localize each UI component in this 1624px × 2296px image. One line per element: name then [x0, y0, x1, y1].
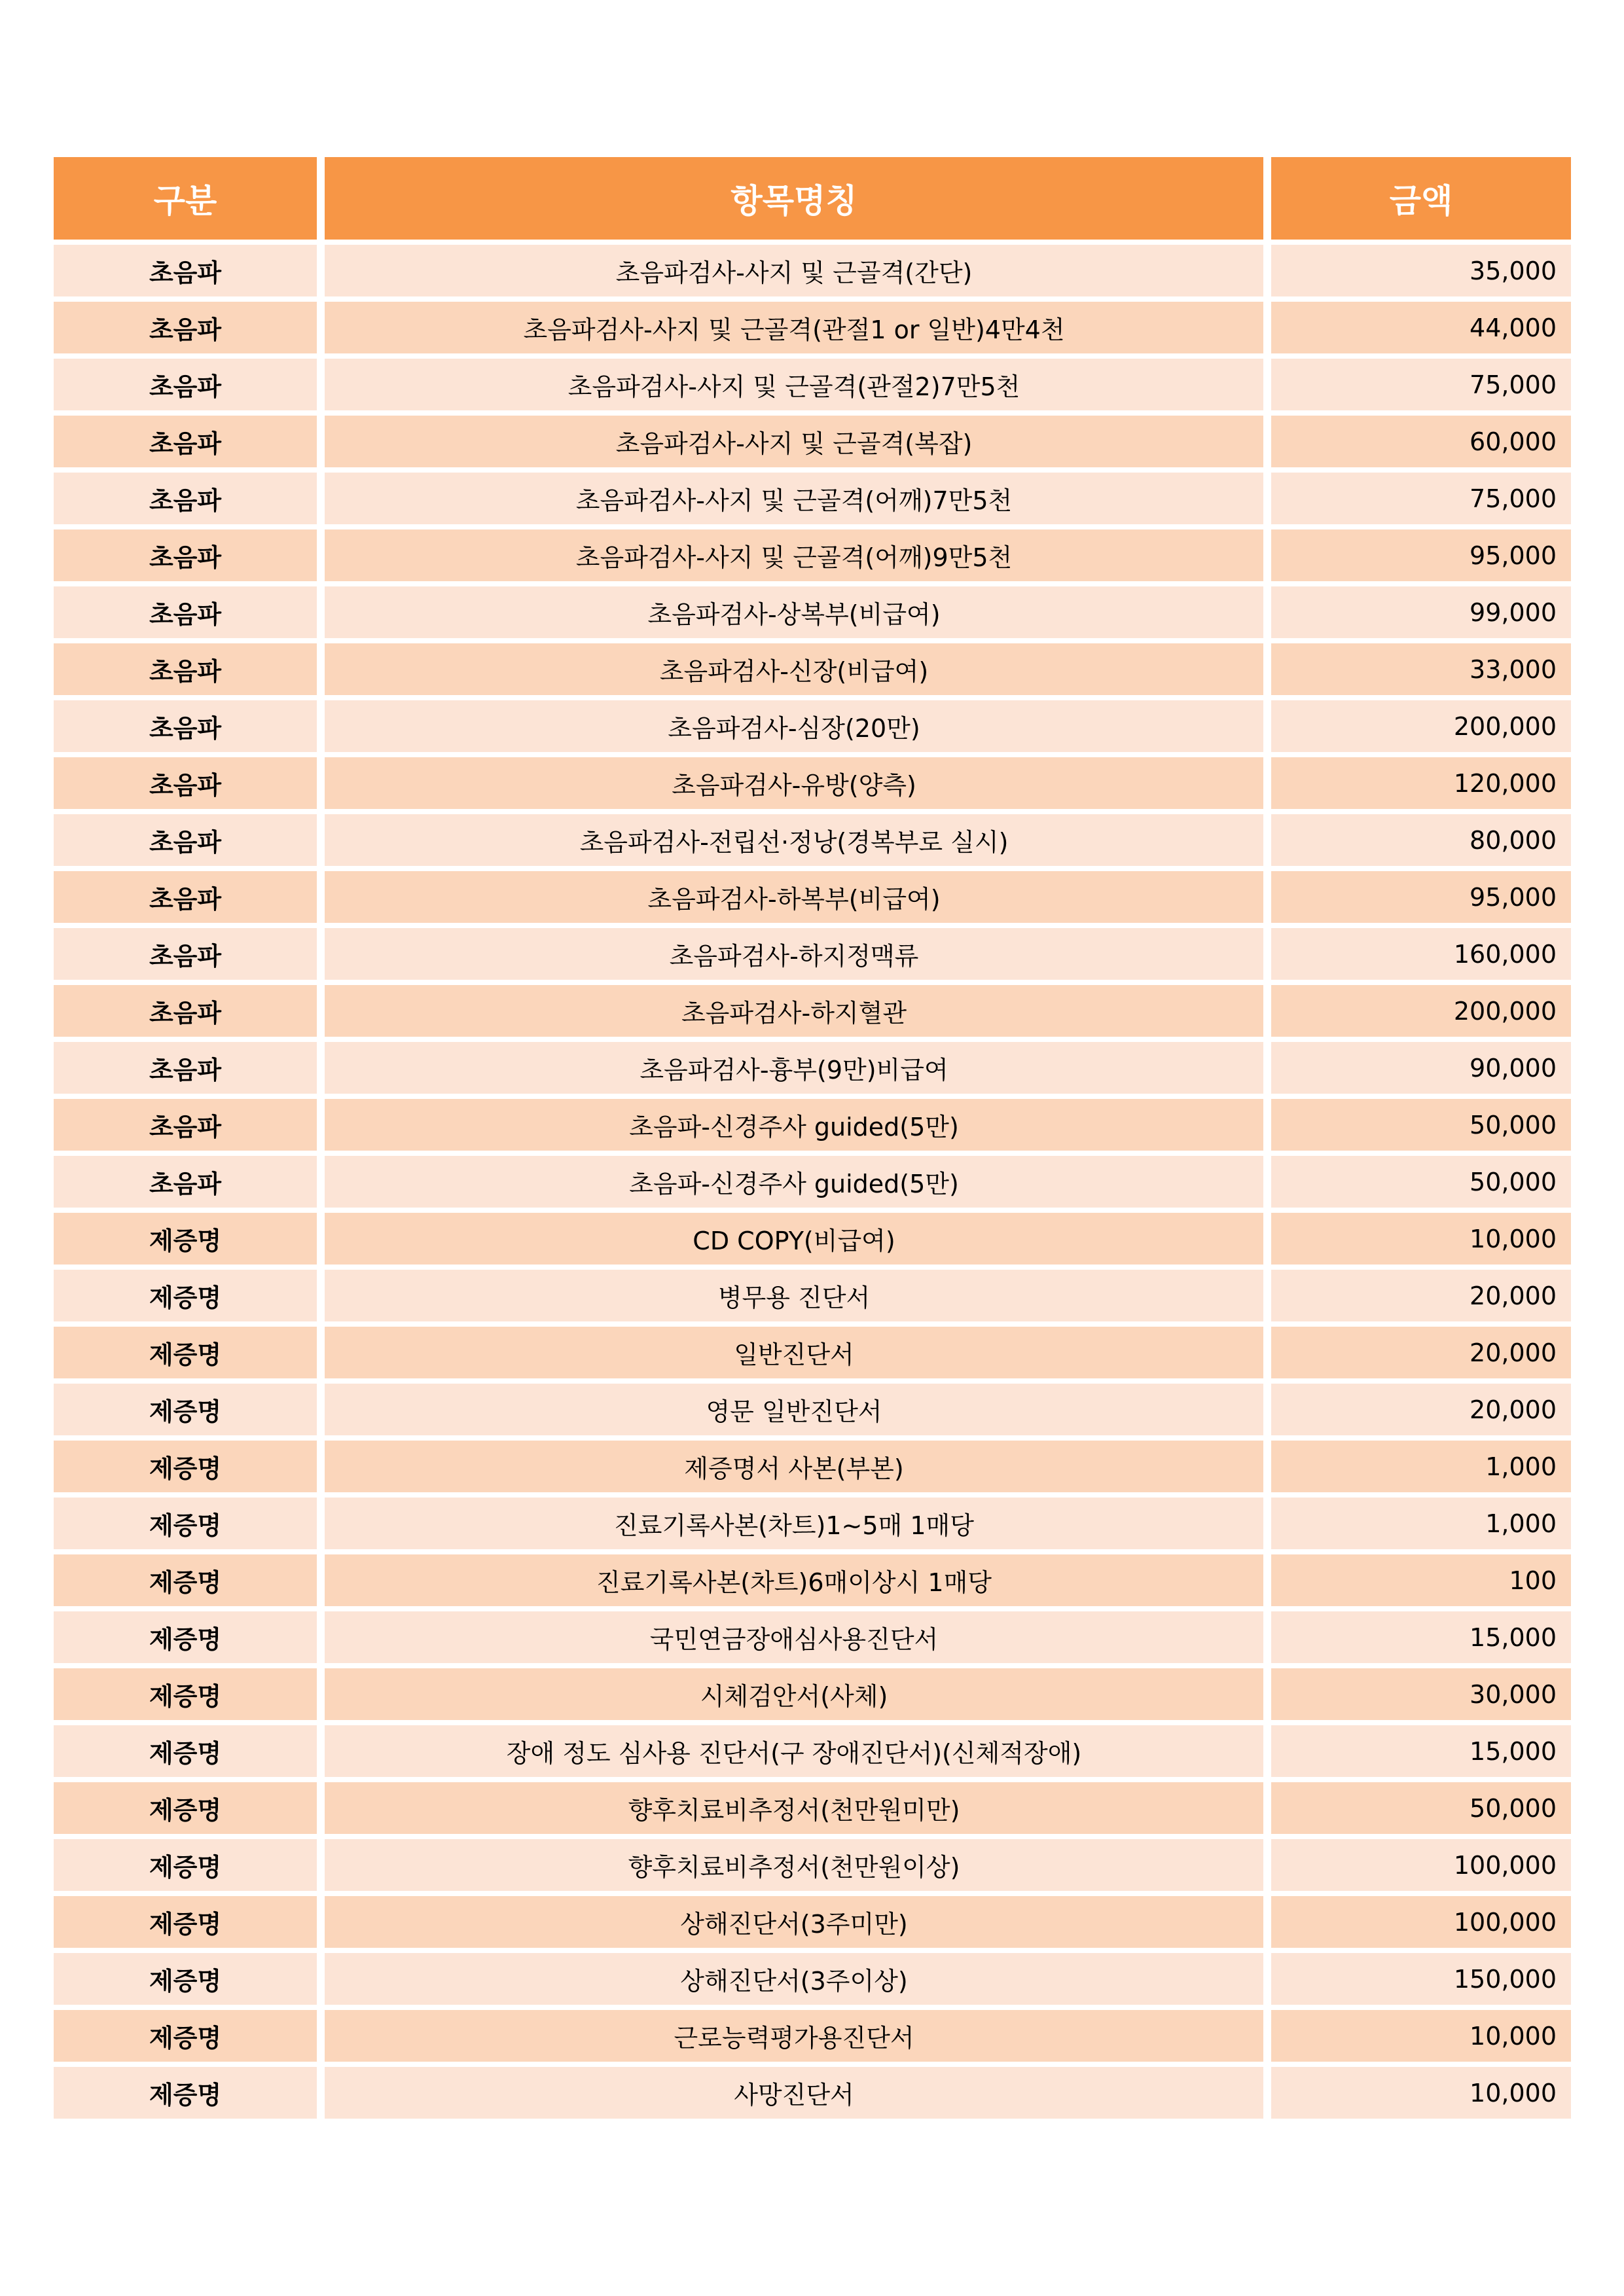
item-name-cell: 초음파검사-심장(20만): [317, 700, 1263, 752]
table-row: [54, 416, 1571, 467]
table-row: [54, 1554, 1571, 1606]
item-name-cell: 초음파검사-사지 및 근골격(어깨)9만5천: [317, 529, 1263, 581]
item-name-cell: 초음파검사-사지 및 근골격(복잡): [317, 416, 1263, 467]
fee-table: [54, 152, 1571, 2124]
amount-cell: 1,000: [1263, 1498, 1571, 1549]
category-cell: 초음파: [54, 473, 317, 524]
item-name-cell: 초음파검사-사지 및 근골격(어깨)7만5천: [317, 473, 1263, 524]
table-row: [54, 1725, 1571, 1777]
table-row: [54, 1953, 1571, 2005]
table-row: [54, 1896, 1571, 1948]
amount-cell: 90,000: [1263, 1042, 1571, 1094]
category-cell: 제증명: [54, 1668, 317, 1720]
category-cell: 제증명: [54, 1498, 317, 1549]
item-name-cell: 초음파검사-유방(양측): [317, 757, 1263, 809]
amount-cell: 15,000: [1263, 1725, 1571, 1777]
category-cell: 초음파: [54, 700, 317, 752]
category-cell: 초음파: [54, 302, 317, 353]
table-row: [54, 1099, 1571, 1151]
amount-cell: 200,000: [1263, 985, 1571, 1037]
amount-cell: 44,000: [1263, 302, 1571, 353]
item-name-cell: 근로능력평가용진단서: [317, 2010, 1263, 2062]
amount-cell: 10,000: [1263, 1213, 1571, 1265]
category-cell: 제증명: [54, 1213, 317, 1265]
category-cell: 초음파: [54, 757, 317, 809]
item-name-cell: 초음파검사-하지혈관: [317, 985, 1263, 1037]
item-name-cell: 병무용 진단서: [317, 1270, 1263, 1321]
item-name-cell: 영문 일반진단서: [317, 1384, 1263, 1435]
item-name-cell: 초음파검사-사지 및 근골격(관절2)7만5천: [317, 359, 1263, 410]
item-name-cell: 국민연금장애심사용진단서: [317, 1611, 1263, 1663]
table-row: [54, 757, 1571, 809]
table-row: [54, 1498, 1571, 1549]
category-cell: 제증명: [54, 2067, 317, 2119]
category-cell: 초음파: [54, 359, 317, 410]
category-cell: 제증명: [54, 1554, 317, 1606]
amount-cell: 10,000: [1263, 2067, 1571, 2119]
amount-cell: 150,000: [1263, 1953, 1571, 2005]
item-name-cell: 향후치료비추정서(천만원이상): [317, 1839, 1263, 1891]
amount-cell: 100,000: [1263, 1896, 1571, 1948]
amount-cell: 50,000: [1263, 1782, 1571, 1834]
header-row: [54, 157, 1571, 240]
table-row: [54, 2067, 1571, 2119]
table-row: [54, 245, 1571, 296]
table-row: [54, 1384, 1571, 1435]
category-cell: 제증명: [54, 1611, 317, 1663]
amount-cell: 100: [1263, 1554, 1571, 1606]
item-name-cell: 초음파검사-전립선·정낭(경복부로 실시): [317, 814, 1263, 866]
item-name-cell: 장애 정도 심사용 진단서(구 장애진단서)(신체적장애): [317, 1725, 1263, 1777]
amount-cell: 95,000: [1263, 529, 1571, 581]
table-body: [54, 245, 1571, 2119]
category-cell: 제증명: [54, 1270, 317, 1321]
category-cell: 제증명: [54, 1839, 317, 1891]
item-name-cell: 초음파검사-흉부(9만)비급여: [317, 1042, 1263, 1094]
table-row: [54, 928, 1571, 980]
amount-cell: 120,000: [1263, 757, 1571, 809]
category-cell: 초음파: [54, 1042, 317, 1094]
category-cell: 초음파: [54, 245, 317, 296]
category-cell: 초음파: [54, 586, 317, 638]
table-row: [54, 985, 1571, 1037]
amount-cell: 200,000: [1263, 700, 1571, 752]
amount-cell: 100,000: [1263, 1839, 1571, 1891]
amount-cell: 75,000: [1263, 359, 1571, 410]
item-name-cell: 진료기록사본(차트)1~5매 1매당: [317, 1498, 1263, 1549]
amount-cell: 50,000: [1263, 1156, 1571, 1208]
header-amount: 금액: [1263, 157, 1571, 240]
category-cell: 제증명: [54, 1953, 317, 2005]
table-row: [54, 1668, 1571, 1720]
amount-cell: 75,000: [1263, 473, 1571, 524]
amount-cell: 20,000: [1263, 1270, 1571, 1321]
table-row: [54, 1042, 1571, 1094]
amount-cell: 1,000: [1263, 1441, 1571, 1492]
table-row: [54, 586, 1571, 638]
item-name-cell: 초음파검사-사지 및 근골격(간단): [317, 245, 1263, 296]
category-cell: 초음파: [54, 814, 317, 866]
item-name-cell: 초음파검사-상복부(비급여): [317, 586, 1263, 638]
item-name-cell: 사망진단서: [317, 2067, 1263, 2119]
item-name-cell: 향후치료비추정서(천만원미만): [317, 1782, 1263, 1834]
amount-cell: 30,000: [1263, 1668, 1571, 1720]
table-row: [54, 1611, 1571, 1663]
category-cell: 초음파: [54, 871, 317, 923]
table-row: [54, 302, 1571, 353]
table-row: [54, 2010, 1571, 2062]
category-cell: 제증명: [54, 1384, 317, 1435]
category-cell: 제증명: [54, 1725, 317, 1777]
table-row: [54, 643, 1571, 695]
item-name-cell: 상해진단서(3주이상): [317, 1953, 1263, 2005]
table-row: [54, 473, 1571, 524]
category-cell: 초음파: [54, 1156, 317, 1208]
item-name-cell: 진료기록사본(차트)6매이상시 1매당: [317, 1554, 1263, 1606]
amount-cell: 50,000: [1263, 1099, 1571, 1151]
category-cell: 제증명: [54, 1441, 317, 1492]
category-cell: 초음파: [54, 928, 317, 980]
amount-cell: 60,000: [1263, 416, 1571, 467]
category-cell: 초음파: [54, 643, 317, 695]
item-name-cell: 시체검안서(사체): [317, 1668, 1263, 1720]
header-item: 항목명칭: [317, 157, 1263, 240]
category-cell: 제증명: [54, 1327, 317, 1378]
item-name-cell: 상해진단서(3주미만): [317, 1896, 1263, 1948]
item-name-cell: 초음파-신경주사 guided(5만): [317, 1099, 1263, 1151]
amount-cell: 95,000: [1263, 871, 1571, 923]
table-row: [54, 700, 1571, 752]
amount-cell: 35,000: [1263, 245, 1571, 296]
amount-cell: 20,000: [1263, 1327, 1571, 1378]
table-row: [54, 871, 1571, 923]
amount-cell: 99,000: [1263, 586, 1571, 638]
item-name-cell: CD COPY(비급여): [317, 1213, 1263, 1265]
item-name-cell: 초음파검사-신장(비급여): [317, 643, 1263, 695]
table-row: [54, 359, 1571, 410]
category-cell: 제증명: [54, 1782, 317, 1834]
category-cell: 초음파: [54, 985, 317, 1037]
table-row: [54, 1156, 1571, 1208]
category-cell: 초음파: [54, 416, 317, 467]
table-row: [54, 1441, 1571, 1492]
table-row: [54, 1213, 1571, 1265]
amount-cell: 160,000: [1263, 928, 1571, 980]
amount-cell: 80,000: [1263, 814, 1571, 866]
table-row: [54, 1327, 1571, 1378]
item-name-cell: 초음파검사-하지정맥류: [317, 928, 1263, 980]
item-name-cell: 제증명서 사본(부본): [317, 1441, 1263, 1492]
table-row: [54, 1270, 1571, 1321]
header-category: 구분: [54, 157, 317, 240]
amount-cell: 20,000: [1263, 1384, 1571, 1435]
category-cell: 제증명: [54, 1896, 317, 1948]
item-name-cell: 초음파-신경주사 guided(5만): [317, 1156, 1263, 1208]
item-name-cell: 초음파검사-하복부(비급여): [317, 871, 1263, 923]
category-cell: 초음파: [54, 1099, 317, 1151]
category-cell: 초음파: [54, 529, 317, 581]
amount-cell: 33,000: [1263, 643, 1571, 695]
amount-cell: 15,000: [1263, 1611, 1571, 1663]
category-cell: 제증명: [54, 2010, 317, 2062]
item-name-cell: 초음파검사-사지 및 근골격(관절1 or 일반)4만4천: [317, 302, 1263, 353]
table-row: [54, 1782, 1571, 1834]
table-row: [54, 1839, 1571, 1891]
item-name-cell: 일반진단서: [317, 1327, 1263, 1378]
amount-cell: 10,000: [1263, 2010, 1571, 2062]
table-row: [54, 529, 1571, 581]
table-row: [54, 814, 1571, 866]
